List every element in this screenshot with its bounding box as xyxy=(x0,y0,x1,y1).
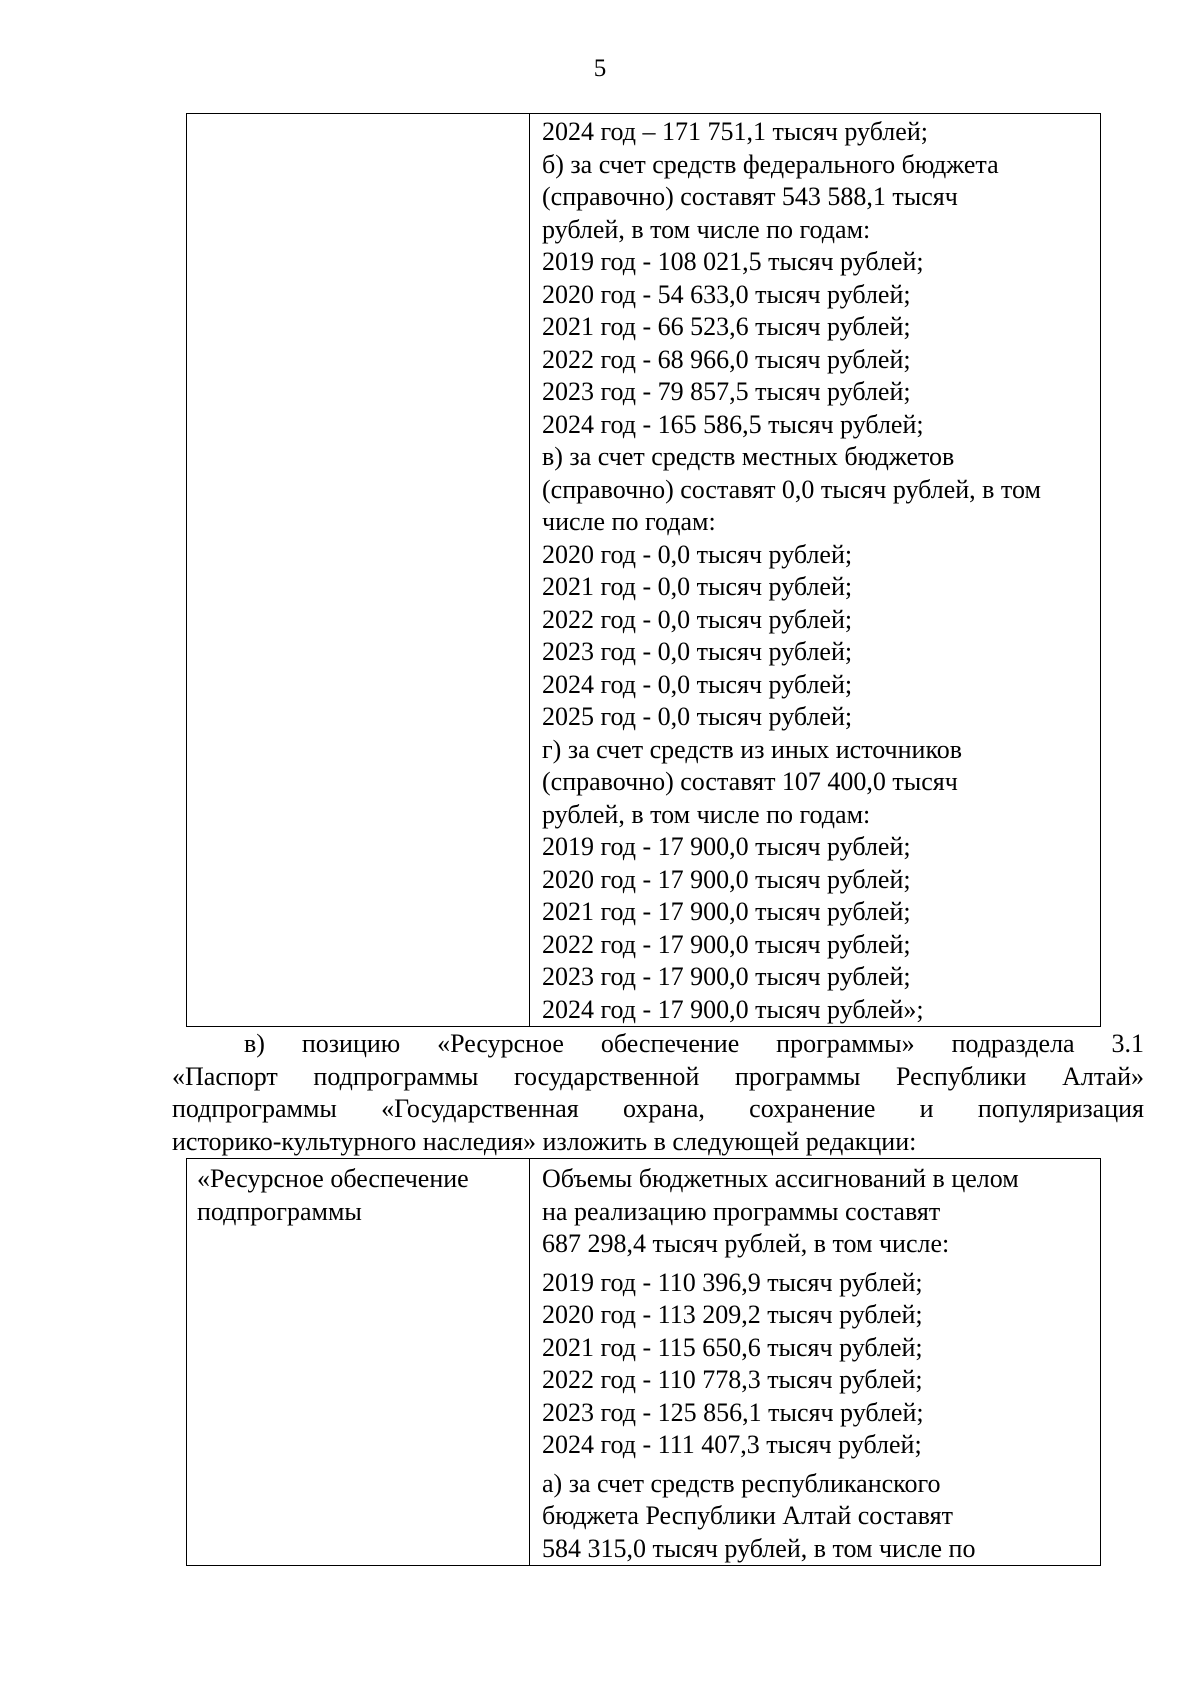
text-line: 687 298,4 тысяч рублей, в том числе: xyxy=(542,1229,950,1258)
text-line: бюджета Республики Алтай составят xyxy=(542,1501,953,1530)
text-line: 2021 год - 0,0 тысяч рублей; xyxy=(542,572,853,601)
text-line: б) за счет средств федерального бюджета xyxy=(542,149,999,179)
text-line: 2021 год - 115 650,6 тысяч рублей; xyxy=(542,1332,923,1362)
text-line: 2024 год – 171 751,1 тысяч рублей; xyxy=(542,117,928,146)
resource-provision-table xyxy=(186,1158,1101,1566)
text-line: (справочно) составят 0,0 тысяч рублей, в том xyxy=(542,474,1041,504)
paragraph-line: «Паспорт подпрограммы государственной программы Республики Алтай» xyxy=(172,1061,1144,1091)
paragraph-text: в) позицию «Ресурсное обеспечение программы» подраздела 3.1 xyxy=(244,1029,1144,1058)
text-line: 2025 год - 0,0 тысяч рублей; xyxy=(542,702,853,731)
text-line: 2019 год - 108 021,5 тысяч рублей; xyxy=(542,247,924,276)
text-line: 2019 год - 17 900,0 тысяч рублей; xyxy=(542,832,911,861)
position-title-line: «Ресурсное обеспечение xyxy=(197,1164,469,1193)
text-line: 2020 год - 17 900,0 тысяч рублей; xyxy=(542,864,911,894)
text-line: 2023 год - 17 900,0 тысяч рублей; xyxy=(542,962,911,991)
table-cell-left-empty xyxy=(187,114,530,1027)
text-line: 2020 год - 0,0 тысяч рублей; xyxy=(542,539,853,569)
text-line: 2022 год - 0,0 тысяч рублей; xyxy=(542,604,853,634)
position-title-line: подпрограммы xyxy=(197,1196,362,1226)
text-line: 2022 год - 110 778,3 тысяч рублей; xyxy=(542,1365,923,1394)
page-number: 5 xyxy=(593,55,607,82)
text-line: 2023 год - 79 857,5 тысяч рублей; xyxy=(542,377,911,406)
text-line: 2024 год - 17 900,0 тысяч рублей»; xyxy=(542,994,924,1024)
text-line: 2022 год - 17 900,0 тысяч рублей; xyxy=(542,929,911,959)
funding-table-continued xyxy=(186,113,1101,1027)
paragraph-line: историко-культурного наследия» изложить в следующей редакции: xyxy=(172,1126,917,1156)
text-line: 2020 год - 113 209,2 тысяч рублей; xyxy=(542,1300,923,1329)
amendment-paragraph xyxy=(172,1028,1144,1158)
text-line: 2024 год - 165 586,5 тысяч рублей; xyxy=(542,409,924,439)
text-line: (справочно) составят 107 400,0 тысяч xyxy=(542,767,958,796)
table-cell-funding-details xyxy=(530,114,1101,1027)
text-line: 2023 год - 125 856,1 тысяч рублей; xyxy=(542,1397,924,1427)
text-line: 2020 год - 54 633,0 тысяч рублей; xyxy=(542,279,911,309)
text-line: г) за счет средств из иных источников xyxy=(542,734,963,764)
paragraph-line: подпрограммы «Государственная охрана, сохранение и популяризация xyxy=(172,1094,1144,1123)
text-line: а) за счет средств республиканского xyxy=(542,1468,941,1498)
table-cell-position-title xyxy=(187,1159,530,1566)
text-line: 2024 год - 0,0 тысяч рублей; xyxy=(542,669,853,699)
table-row xyxy=(187,114,1101,1027)
paragraph-line xyxy=(172,1028,1144,1061)
text-line: (справочно) составят 543 588,1 тысяч xyxy=(542,182,958,211)
text-line: рублей, в том числе по годам: xyxy=(542,799,871,829)
text-line: 2024 год - 111 407,3 тысяч рублей; xyxy=(542,1430,922,1459)
text-line: Объемы бюджетных ассигнований в целом xyxy=(542,1164,1019,1193)
text-line: 2022 год - 68 966,0 тысяч рублей; xyxy=(542,344,911,374)
text-line: 2021 год - 66 523,6 тысяч рублей; xyxy=(542,312,911,341)
table-row xyxy=(187,1159,1101,1566)
text-line: рублей, в том числе по годам: xyxy=(542,214,871,244)
table-cell-budget-volumes xyxy=(530,1159,1101,1566)
text-line: на реализацию программы составят xyxy=(542,1196,941,1226)
text-line: 584 315,0 тысяч рублей, в том числе по xyxy=(542,1533,976,1563)
text-line: 2019 год - 110 396,9 тысяч рублей; xyxy=(542,1267,923,1297)
text-line: 2021 год - 17 900,0 тысяч рублей; xyxy=(542,897,911,926)
text-line: в) за счет средств местных бюджетов xyxy=(542,442,955,471)
text-line: 2023 год - 0,0 тысяч рублей; xyxy=(542,637,853,666)
text-line: числе по годам: xyxy=(542,507,716,536)
